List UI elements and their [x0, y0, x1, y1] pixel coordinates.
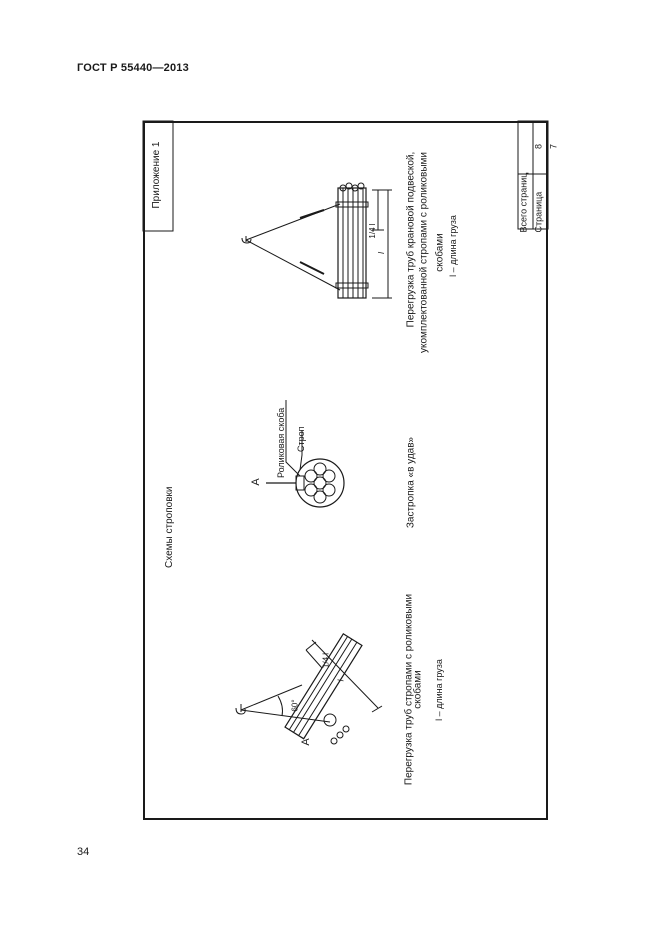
left-caption-line2: скобами — [412, 670, 424, 709]
standard-header: ГОСТ Р 55440—2013 — [77, 62, 189, 74]
right-caption-line2: укомплектованной стропами с роликовыми — [418, 152, 430, 354]
middle-marker: А — [250, 478, 262, 486]
left-dim-length: l — [336, 679, 346, 682]
middle-label-skoba: Роликовая скоба — [276, 407, 286, 478]
stamp-total-pages-label: Всего страниц — [518, 172, 529, 233]
middle-caption: Застропка «в удав» — [405, 436, 417, 529]
right-legend: l – длина груза — [448, 215, 458, 277]
left-marker: А — [300, 738, 312, 746]
right-caption-line1: Перегрузка труб крановой подвеской, — [405, 151, 417, 328]
left-angle: 60° — [290, 699, 300, 712]
appendix-label: Приложение 1 — [151, 141, 162, 209]
page-number: 34 — [77, 846, 90, 858]
right-dim-quarter: 1/4 l — [368, 223, 377, 239]
stamp-total-pages: 8 — [533, 144, 544, 150]
sheet-title: Схемы строповки — [164, 486, 175, 568]
left-legend: l – длина груза — [434, 659, 444, 721]
left-dim-quarter: 1/4 l — [321, 652, 331, 669]
roller-slings-figure — [236, 634, 382, 744]
middle-label-strop: Строп — [296, 426, 306, 452]
right-caption-line3: скобами — [434, 233, 446, 272]
stamp-page-label: Страница — [533, 191, 544, 233]
left-caption-line1: Перегрузка труб стропами с роликовыми — [403, 593, 415, 786]
right-dim-length: l — [377, 252, 386, 254]
stamp-page: 7 — [548, 144, 559, 150]
